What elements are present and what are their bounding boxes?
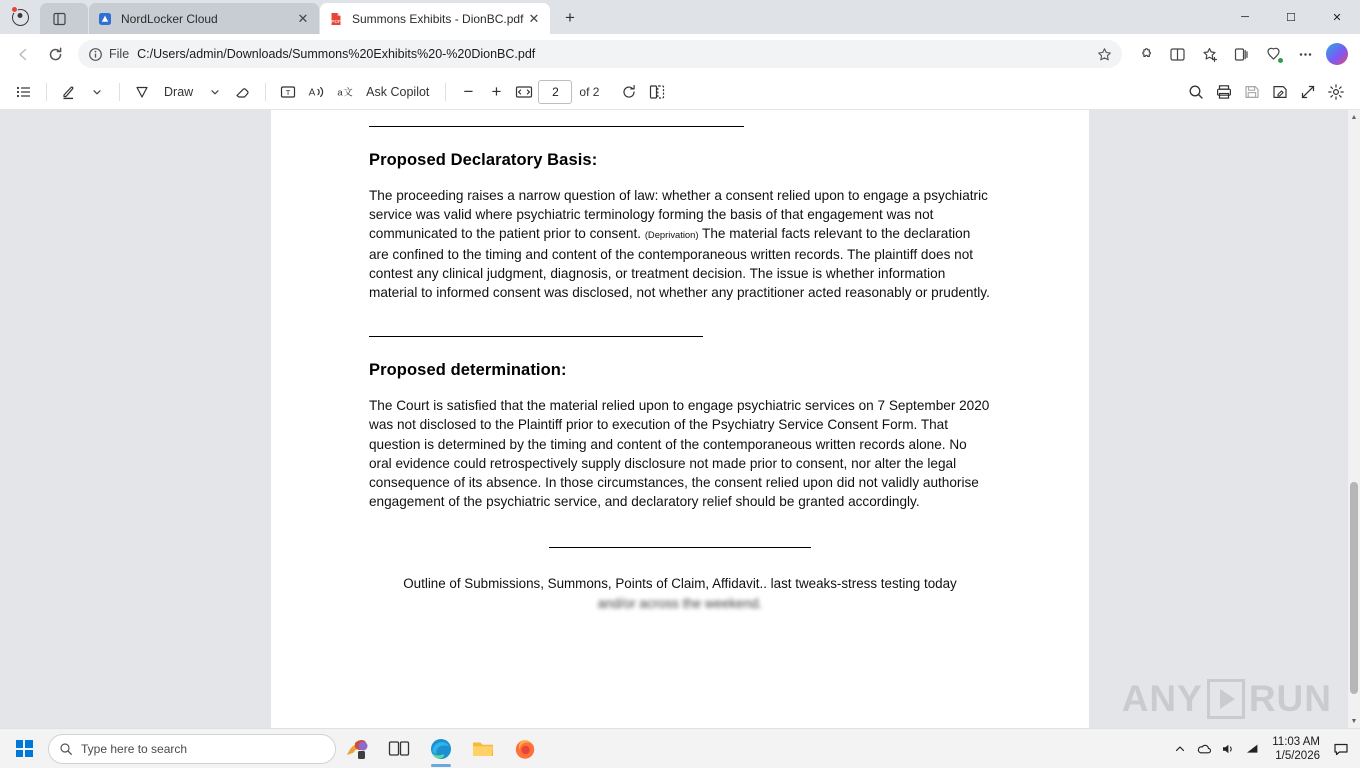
address-bar	[0, 34, 1360, 74]
network-icon[interactable]	[1240, 729, 1264, 768]
svg-text:A: A	[308, 87, 316, 98]
play-icon	[1207, 679, 1245, 719]
pdf-page	[271, 110, 1089, 728]
title-bar	[0, 0, 1360, 34]
horizontal-rule	[369, 336, 703, 337]
settings-more-icon[interactable]	[1290, 39, 1320, 69]
address-url: C:/Users/admin/Downloads/Summons%20Exhibits%20-%20DionBC.pdf	[137, 47, 536, 61]
watermark-text-run: RUN	[1248, 678, 1332, 719]
start-button[interactable]	[2, 729, 46, 768]
svg-text:T: T	[285, 87, 291, 97]
add-text-icon[interactable]	[274, 78, 302, 106]
windows-logo-icon	[16, 740, 33, 757]
maximize-button[interactable]: ☐	[1286, 11, 1296, 24]
print-icon[interactable]	[1210, 78, 1238, 106]
footer-line-1: Outline of Submissions, Summons, Points of Claim, Affidavit.. last tweaks-stress testing today	[403, 576, 957, 592]
scroll-down-arrow-icon[interactable]: ▼	[1350, 717, 1358, 725]
split-screen-icon[interactable]	[1162, 39, 1192, 69]
svg-text:文: 文	[343, 87, 353, 98]
taskbar-app-explorer[interactable]	[462, 729, 504, 768]
notification-icon[interactable]	[1328, 729, 1354, 768]
taskbar-app-paint[interactable]	[336, 729, 378, 768]
notification-badge	[11, 6, 18, 13]
vertical-tabs-icon	[52, 11, 68, 27]
highlight-dropdown-icon[interactable]	[83, 78, 111, 106]
browser-action-icons	[1128, 39, 1352, 69]
translate-icon[interactable]	[330, 78, 358, 106]
inline-note: (Deprivation)	[644, 229, 699, 241]
save-icon[interactable]	[1238, 78, 1266, 106]
search-placeholder: Type here to search	[81, 741, 188, 756]
volume-icon[interactable]	[1216, 729, 1240, 768]
window-controls	[1222, 0, 1360, 34]
page-number-input[interactable]	[538, 80, 572, 104]
favorite-star-icon[interactable]	[1094, 44, 1114, 64]
tab-label: NordLocker Cloud	[121, 11, 218, 26]
info-icon[interactable]	[86, 45, 104, 63]
draw-dropdown-icon[interactable]	[201, 78, 229, 106]
vertical-scrollbar[interactable]	[1348, 110, 1360, 728]
close-icon[interactable]: ✕	[297, 11, 309, 26]
paragraph-text-a: The proceeding raises a narrow question of law: whether a consent relied upon to engage a psychiatric service was valid where psychiatric terminology forming the basis of that engagement was not communicated to the patient prior to consent.	[369, 188, 988, 242]
divider	[119, 83, 120, 101]
browser-essentials-icon[interactable]	[1258, 39, 1288, 69]
profile-button[interactable]	[0, 0, 40, 34]
minimize-button[interactable]: ─	[1241, 11, 1249, 23]
taskbar	[0, 728, 1360, 768]
address-input[interactable]	[78, 40, 1122, 68]
tab-strip	[40, 0, 585, 34]
section-heading-proposed-determination: Proposed determination:	[369, 361, 567, 380]
search-icon	[59, 742, 73, 756]
page-view-icon[interactable]	[643, 78, 671, 106]
zoom-in-button[interactable]: +	[491, 81, 502, 101]
scroll-up-arrow-icon[interactable]: ▲	[1350, 113, 1358, 121]
paragraph-proposed-determination: The Court is satisfied that the material relied upon to engage psychiatric services on 7 September 2020 was not disclosed to the Plaintiff prior to execution of the Psychiatry Service Consent Form. That question is determined by the timing and content of the contemporaneous written records alone. No oral evidence could retrospectively supply disclosure not made prior to consent, nor alter the legal consequence of its absence. In those circumstances, the consent relied upon did not validly authorise engagement of the psychiatric service, and declaratory relief should be granted accordingly.	[369, 398, 990, 510]
tab-summons-exhibits-pdf[interactable]	[320, 3, 550, 34]
favorites-icon[interactable]	[1194, 39, 1224, 69]
horizontal-rule	[369, 126, 744, 127]
clock[interactable]	[1264, 735, 1328, 763]
save-as-icon[interactable]	[1266, 78, 1294, 106]
draw-pen-icon[interactable]	[128, 78, 156, 106]
close-icon[interactable]: ✕	[528, 11, 540, 26]
file-scheme-label: File	[109, 47, 130, 61]
fullscreen-icon[interactable]	[1294, 78, 1322, 106]
refresh-icon[interactable]	[40, 39, 70, 69]
back-icon[interactable]	[8, 39, 38, 69]
erase-icon[interactable]	[229, 78, 257, 106]
settings-icon[interactable]	[1322, 78, 1350, 106]
copilot-icon[interactable]	[1322, 39, 1352, 69]
page-total-label: of 2	[579, 84, 600, 99]
tab-label: Summons Exhibits - DionBC.pdf	[352, 11, 524, 26]
taskbar-app-firefox[interactable]	[504, 729, 546, 768]
clock-date: 1/5/2026	[1275, 749, 1320, 762]
footer-line-2: and/or across the weekend.	[597, 596, 763, 612]
show-hidden-icons-button[interactable]	[1168, 729, 1192, 768]
extensions-icon[interactable]	[1130, 39, 1160, 69]
divider	[46, 83, 47, 101]
divider	[445, 83, 446, 101]
paragraph-declaratory-basis	[369, 186, 991, 302]
ask-copilot-button[interactable]: Ask Copilot	[366, 84, 430, 99]
zoom-out-button[interactable]: −	[463, 81, 474, 101]
nordlocker-icon	[97, 11, 113, 27]
anyrun-watermark	[1122, 678, 1332, 720]
rotate-icon[interactable]	[615, 78, 643, 106]
system-tray	[1168, 729, 1358, 768]
task-view-button[interactable]	[378, 729, 420, 768]
scrollbar-thumb[interactable]	[1350, 482, 1358, 694]
section-heading-declaratory-basis: Proposed Declaratory Basis:	[369, 151, 598, 169]
divider	[265, 83, 266, 101]
paragraph-text-b: The material facts relevant to the declaration are confined to the timing and content of the contemporaneous written records. The plaintiff does not contest any clinical judgment, diagnosis, or treatment decision. The issue is whether information material to informed consent was disclosed, not whether any practitioner acted reasonably or prudently.	[369, 226, 990, 301]
search-icon[interactable]	[1182, 78, 1210, 106]
document-footer	[369, 574, 991, 614]
clock-time: 11:03 AM	[1272, 735, 1320, 748]
taskbar-app-edge[interactable]	[420, 729, 462, 768]
watermark-text-any: ANY	[1121, 678, 1203, 719]
draw-button[interactable]: Draw	[164, 84, 194, 99]
onedrive-icon[interactable]	[1192, 729, 1216, 768]
tab-vertical-tabs-toggle[interactable]	[40, 3, 88, 34]
svg-text:PDF: PDF	[331, 18, 341, 24]
pdf-toolbar	[0, 74, 1360, 110]
highlight-icon[interactable]	[55, 78, 83, 106]
horizontal-rule	[549, 547, 811, 548]
table-of-contents-icon[interactable]	[10, 78, 38, 106]
read-aloud-icon[interactable]	[302, 78, 330, 106]
new-tab-button[interactable]: +	[565, 8, 575, 27]
pdf-viewer[interactable]	[0, 110, 1360, 728]
collections-icon[interactable]	[1226, 39, 1256, 69]
pdf-icon	[328, 11, 344, 27]
close-window-button[interactable]: ✕	[1332, 11, 1342, 24]
fit-to-page-icon[interactable]	[510, 78, 538, 106]
svg-text:a: a	[337, 87, 343, 98]
tab-nordlocker-cloud[interactable]	[89, 3, 319, 34]
search-box[interactable]	[48, 734, 336, 764]
status-dot	[1277, 57, 1284, 64]
